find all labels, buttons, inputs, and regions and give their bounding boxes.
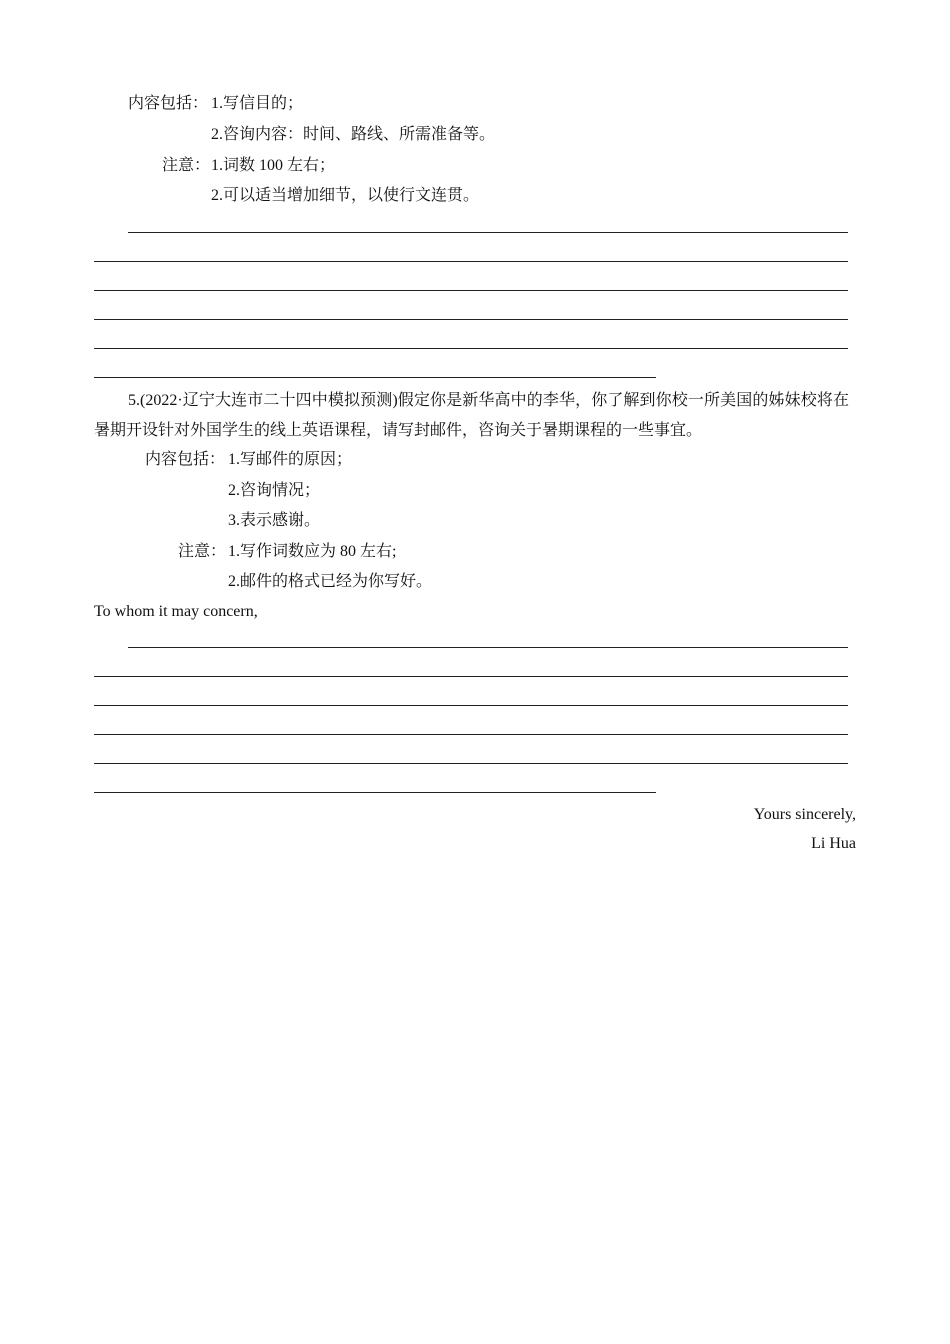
content-label: 内容包括： [145,451,226,468]
content-item: 3.表示感谢。 [228,512,321,529]
writing-line [94,792,656,793]
note-label: 注意： [178,543,227,560]
letter-closing: Yours sincerely, [753,806,856,823]
writing-line [94,734,848,735]
writing-line [94,705,848,706]
writing-line [94,261,848,262]
note-item: 2.可以适当增加细节，以使行文连贯。 [211,187,480,204]
note-item: 2.邮件的格式已经为你写好。 [228,573,433,590]
writing-line [94,319,848,320]
note-item: 1.词数 100 左右； [211,157,336,174]
letter-greeting: To whom it may concern, [94,603,258,620]
content-item: 2.咨询情况； [228,482,321,499]
writing-line [94,763,848,764]
note-item: 1.写作词数应为 80 左右; [228,543,397,560]
writing-line [94,348,848,349]
question-text: 5.(2022·辽宁大连市二十四中模拟预测)假定你是新华高中的李华，你了解到你校一所美国的姊妹校将在暑期开设针对外国学生的线上英语课程，请写封邮件，咨询关于暑期课程的一些事宜。 [94,392,849,439]
letter-signature: Li Hua [811,835,856,852]
content-item: 1.写信目的； [211,95,304,112]
writing-line [94,676,848,677]
content-item: 1.写邮件的原因； [228,451,353,468]
writing-line [94,290,848,291]
writing-line [94,377,656,378]
writing-line [128,232,848,233]
note-label: 注意： [162,157,211,174]
content-label: 内容包括： [128,95,209,112]
writing-line [128,647,848,648]
content-item: 2.咨询内容：时间、路线、所需准备等。 [211,126,496,143]
